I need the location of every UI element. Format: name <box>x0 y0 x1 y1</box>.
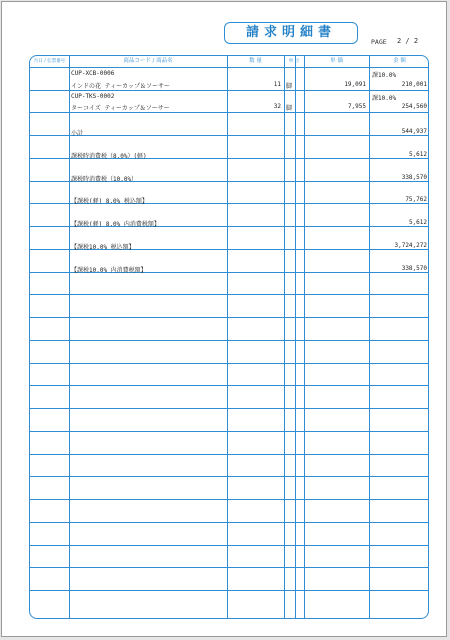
col-header-qty: 数 量 <box>249 58 262 64</box>
col-header-product: 商品コード / 商品名 <box>123 58 173 64</box>
item-qty: 11 <box>273 81 281 88</box>
document-title: 請求明細書 <box>224 22 358 44</box>
summary-amount: 544,937 <box>401 128 427 135</box>
invoice-sheet <box>1 1 447 637</box>
row-divider <box>30 522 428 523</box>
summary-amount: 5,612 <box>408 219 427 226</box>
summary-label: 課税時消費税（8.0%）(軽) <box>71 153 147 160</box>
row-divider <box>30 476 428 477</box>
item-unit: 脚 <box>286 83 293 90</box>
col-divider <box>69 56 70 618</box>
col-divider <box>369 56 370 618</box>
col-divider <box>227 56 228 618</box>
item-code: CUP-XCB-0006 <box>71 70 115 77</box>
row-divider <box>30 590 428 591</box>
row-divider <box>30 567 428 568</box>
item-price: 7,955 <box>347 103 366 110</box>
col-divider <box>295 56 296 618</box>
row-divider <box>30 112 428 113</box>
page-number: 2 / 2 <box>397 37 419 45</box>
col-header-unit: 単 位 <box>288 59 300 64</box>
summary-amount: 338,570 <box>401 265 427 272</box>
row-divider <box>30 294 428 295</box>
summary-amount: 338,570 <box>401 174 427 181</box>
item-amount: 254,560 <box>401 103 427 110</box>
summary-label: 【課税10.0% 内消費税額】 <box>71 267 147 274</box>
row-divider <box>30 135 428 136</box>
item-tax-note: 課10.0% <box>372 95 397 102</box>
detail-table <box>29 55 429 619</box>
summary-amount: 75,762 <box>405 196 427 203</box>
row-divider <box>30 317 428 318</box>
row-divider <box>30 408 428 409</box>
col-divider <box>304 56 305 618</box>
item-name: ターコイズ ティーカップ＆ソーサー <box>71 105 170 112</box>
row-divider <box>30 363 428 364</box>
row-divider <box>30 545 428 546</box>
row-divider <box>30 431 428 432</box>
col-divider <box>284 56 285 618</box>
col-header-date: 月日 / 伝票番号 <box>33 59 66 64</box>
row-divider <box>30 340 428 341</box>
summary-amount: 5,612 <box>408 151 427 158</box>
item-price: 19,091 <box>344 81 366 88</box>
col-header-price: 単 価 <box>330 58 343 64</box>
header-divider <box>30 67 428 68</box>
summary-label: 小計 <box>71 130 84 137</box>
row-divider <box>30 90 428 91</box>
row-divider <box>30 385 428 386</box>
page-label: PAGE <box>371 38 387 46</box>
item-name: インドの花 ティーカップ＆ソーサー <box>71 83 170 90</box>
summary-label: 【課税(軽) 8.0% 内消費税額】 <box>71 221 160 228</box>
summary-label: 【課税10.0% 税込額】 <box>71 244 135 251</box>
row-divider <box>30 454 428 455</box>
item-qty: 32 <box>273 103 281 110</box>
item-unit: 脚 <box>286 105 293 112</box>
item-amount: 210,001 <box>401 81 427 88</box>
col-header-amount: 金 額 <box>393 58 406 64</box>
summary-amount: 3,724,272 <box>394 242 427 249</box>
summary-label: 課税時消費税（10.0%） <box>71 176 138 183</box>
row-divider <box>30 499 428 500</box>
item-code: CUP-TKS-0002 <box>71 93 115 100</box>
item-tax-note: 課10.0% <box>372 72 397 79</box>
summary-label: 【課税(軽) 8.0% 税込額】 <box>71 198 148 205</box>
